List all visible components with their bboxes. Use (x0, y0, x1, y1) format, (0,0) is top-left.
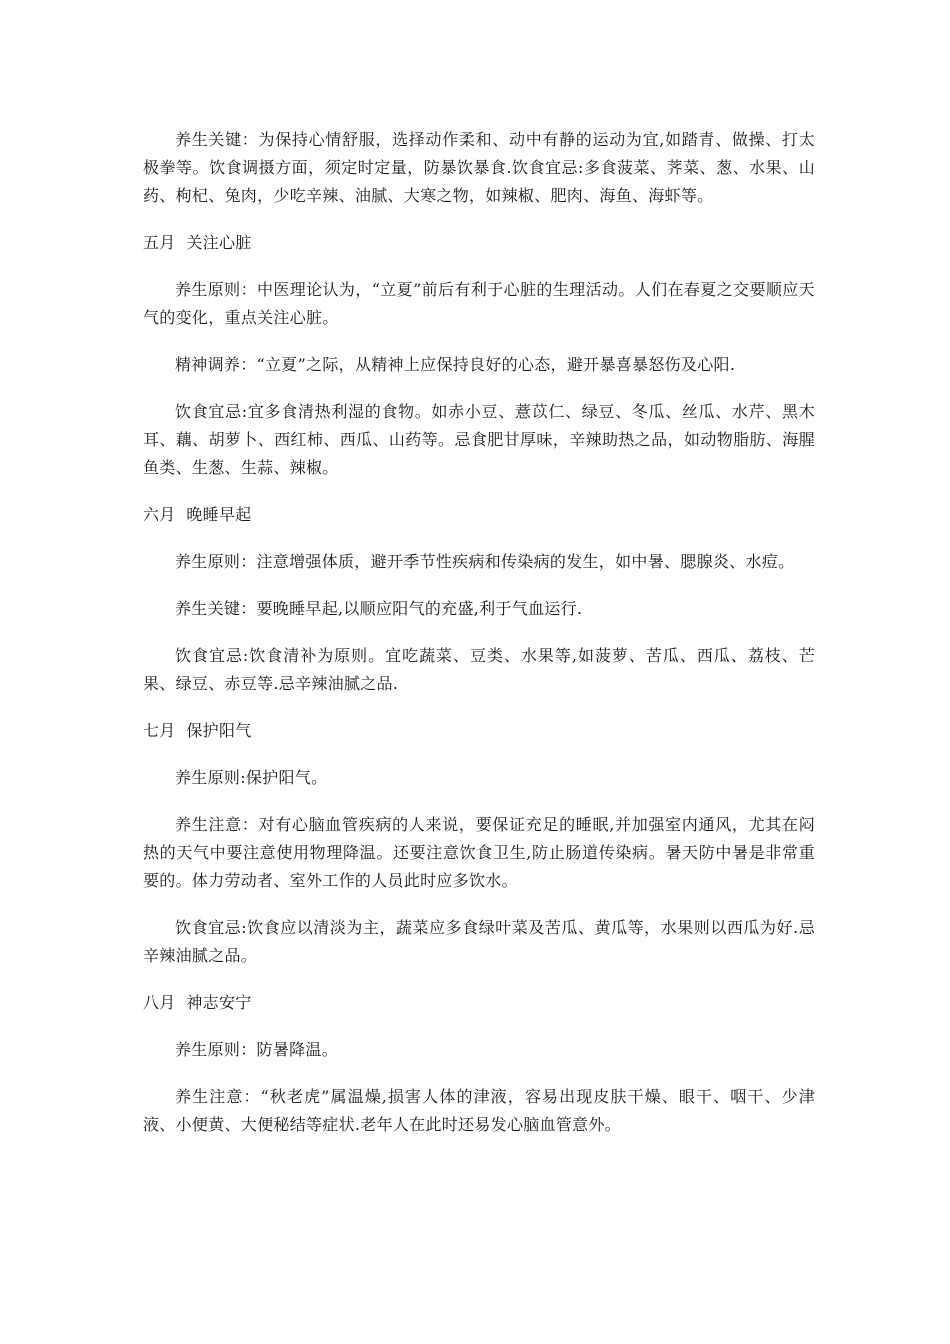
paragraph-june-diet: 饮食宜忌:饮食清补为原则。宜吃蔬菜、豆类、水果等,如菠萝、苦瓜、西瓜、荔枝、芒果、绿豆、赤豆等.忌辛辣油腻之品. (143, 646, 815, 693)
paragraph-may-principle: 养生原则：中医理论认为，“立夏”前后有利于心脏的生理活动。人们在春夏之交要顺应天气的变化，重点关注心脏。 (143, 280, 815, 327)
section-heading-august: 八月 神志安宁 (143, 993, 252, 1012)
paragraph-august-notes: 养生注意：“秋老虎”属温燥,损害人体的津液，容易出现皮肤干燥、眼干、咽干、少津液、小便黄、大便秘结等症状.老年人在此时还易发心脑血管意外。 (143, 1087, 815, 1134)
document-body (143, 126, 815, 1158)
paragraph-july-principle: 养生原则:保护阳气。 (175, 768, 328, 787)
paragraph-april-key: 养生关键：为保持心情舒服，选择动作柔和、动中有静的运动为宜,如踏青、做操、打太极拳等。饮食调摄方面，须定时定量，防暴饮暴食.饮食宜忌:多食菠菜、荠菜、葱、水果、山药、枸杞、兔肉，少吃辛辣、油腻、大寒之物，如辣椒、肥肉、海鱼、海虾等。 (143, 130, 815, 205)
paragraph-july-notes: 养生注意：对有心脑血管疾病的人来说，要保证充足的睡眠,并加强室内通风，尤其在闷热的天气中要注意使用物理降温。还要注意饮食卫生,防止肠道传染病。暑天防中暑是非常重要的。体力劳动者、室外工作的人员此时应多饮水。 (143, 815, 815, 890)
paragraph-june-principle: 养生原则：注意增强体质，避开季节性疾病和传染病的发生，如中暑、腮腺炎、水痘。 (175, 552, 795, 571)
paragraph-july-diet: 饮食宜忌:饮食应以清淡为主，蔬菜应多食绿叶菜及苦瓜、黄瓜等，水果则以西瓜为好.忌辛辣油腻之品。 (143, 918, 815, 965)
paragraph-may-diet: 饮食宜忌:宜多食清热利湿的食物。如赤小豆、薏苡仁、绿豆、冬瓜、丝瓜、水芹、黑木耳、藕、胡萝卜、西红柿、西瓜、山药等。忌食肥甘厚味，辛辣助热之品，如动物脂肪、海腥鱼类、生葱、生蒜、辣椒。 (143, 402, 815, 477)
paragraph-august-principle: 养生原则：防暑降温。 (175, 1040, 339, 1059)
paragraph-may-spirit: 精神调养：“立夏”之际，从精神上应保持良好的心态，避开暴喜暴怒伤及心阳. (175, 355, 736, 374)
section-heading-july: 七月 保护阳气 (143, 721, 252, 740)
section-heading-may: 五月 关注心脏 (143, 233, 252, 252)
paragraph-june-key: 养生关键：要晚睡早起,以顺应阳气的充盛,利于气血运行. (175, 599, 583, 618)
section-heading-june: 六月 晚睡早起 (143, 505, 252, 524)
